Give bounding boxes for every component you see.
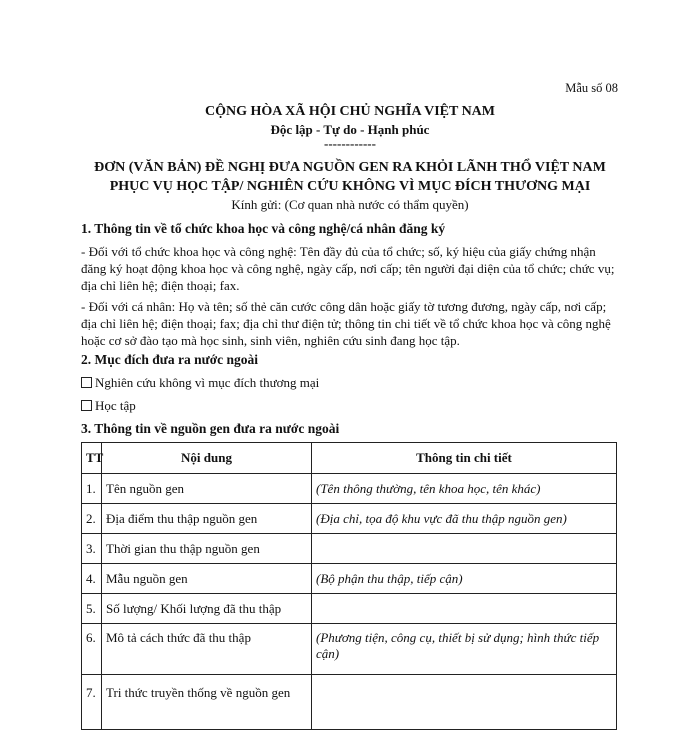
- motto: Độc lập - Tự do - Hạnh phúc: [270, 122, 430, 137]
- row-detail: [312, 534, 617, 564]
- title-line-2: PHỤC VỤ HỌC TẬP/ NGHIÊN CỨU KHÔNG VÌ MỤC ĐÍCH THƯƠNG MẠI: [109, 179, 591, 194]
- header-divider: ------------: [324, 136, 376, 151]
- row-detail: (Tên thông thường, tên khoa học, tên khác): [312, 474, 617, 504]
- column-header-tt: TT: [82, 443, 102, 474]
- table-row: [82, 474, 617, 504]
- row-number: 2.: [82, 504, 102, 534]
- greeting: Kính gửi: (Cơ quan nhà nước có thẩm quyền): [231, 197, 469, 212]
- country-header: CỘNG HÒA XÃ HỘI CHỦ NGHĨA VIỆT NAM: [204, 104, 495, 119]
- section-1-person-paragraph: - Đối với cá nhân: Họ và tên; số thẻ căn cước công dân hoặc giấy tờ tương đương, ngày cấp, nơi cấp; địa chỉ liên hệ; điện thoại; fax; địa chỉ thư điện tử; thông tin chi tiết về tổ chức khoa học và công nghệ hoặc cơ sở đào tạo mà học sinh, sinh viên, nghiên cứu sinh đang học tập.: [81, 299, 611, 348]
- row-number: 3.: [82, 534, 102, 564]
- row-content: Số lượng/ Khối lượng đã thu thập: [102, 594, 312, 624]
- column-header-content: Nội dung: [102, 443, 312, 474]
- checkbox-study[interactable]: [81, 400, 92, 411]
- purpose-option-study: [81, 397, 619, 414]
- row-number: 5.: [82, 594, 102, 624]
- row-detail: (Bộ phận thu thập, tiếp cận): [312, 564, 617, 594]
- section-3-heading: 3. Thông tin về nguồn gen đưa ra nước ngoài: [81, 421, 340, 436]
- row-content: Tên nguồn gen: [102, 474, 312, 504]
- table-row: [82, 504, 617, 534]
- table-header-row: [82, 443, 617, 474]
- row-content: Mô tả cách thức đã thu thập: [102, 624, 312, 675]
- form-number: Mẫu số 08: [565, 81, 618, 95]
- table-row: [82, 675, 617, 730]
- purpose-option-study-label: Học tập: [95, 398, 136, 413]
- row-detail: (Địa chỉ, tọa độ khu vực đã thu thập nguồn gen): [312, 504, 617, 534]
- title-line-1: ĐƠN (VĂN BẢN) ĐỀ NGHỊ ĐƯA NGUỒN GEN RA KHỎI LÃNH THỔ VIỆT NAM: [94, 160, 606, 175]
- table-row: [82, 534, 617, 564]
- purpose-option-research-label: Nghiên cứu không vì mục đích thương mại: [95, 375, 320, 390]
- checkbox-research[interactable]: [81, 377, 92, 388]
- column-header-detail: Thông tin chi tiết: [312, 443, 617, 474]
- document-title: [0, 158, 700, 196]
- purpose-option-research: [81, 374, 619, 391]
- row-number: 7.: [82, 675, 102, 730]
- row-number: 4.: [82, 564, 102, 594]
- row-detail: (Phương tiện, công cụ, thiết bị sử dụng; hình thức tiếp cận): [312, 624, 617, 675]
- row-content: Tri thức truyền thống về nguồn gen: [102, 675, 312, 730]
- row-number: 1.: [82, 474, 102, 504]
- row-number: 6.: [82, 624, 102, 675]
- table-row: [82, 594, 617, 624]
- row-content: Mẫu nguồn gen: [102, 564, 312, 594]
- row-detail: [312, 594, 617, 624]
- section-1-org-paragraph: - Đối với tổ chức khoa học và công nghệ: Tên đầy đủ của tổ chức; số, ký hiệu của giấy chứng nhận đăng ký hoạt động khoa học và công nghệ, ngày cấp, nơi cấp; tên người đại diện của tổ chức; chức vụ; địa chỉ liên hệ; điện thoại; fax.: [81, 244, 615, 293]
- table-row: [82, 624, 617, 675]
- genetic-resource-table: [81, 442, 617, 730]
- section-2-heading: 2. Mục đích đưa ra nước ngoài: [81, 352, 259, 367]
- table-row: [82, 564, 617, 594]
- row-content: Địa điểm thu thập nguồn gen: [102, 504, 312, 534]
- row-detail: [312, 675, 617, 730]
- row-content: Thời gian thu thập nguồn gen: [102, 534, 312, 564]
- section-1-heading: 1. Thông tin về tổ chức khoa học và công nghệ/cá nhân đăng ký: [81, 221, 446, 236]
